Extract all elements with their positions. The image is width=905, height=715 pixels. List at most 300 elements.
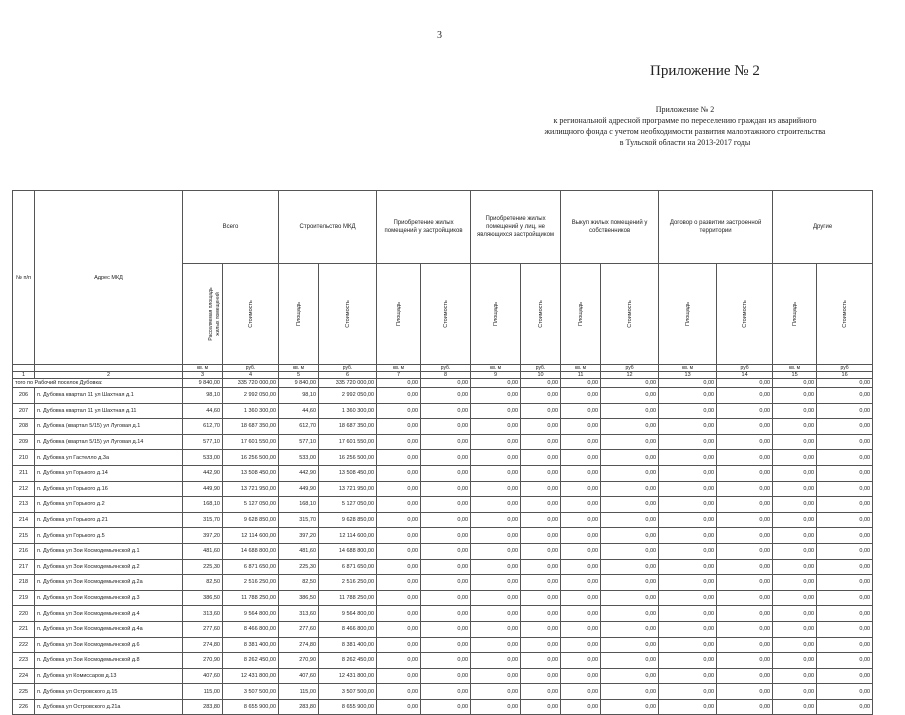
row-number: 221 xyxy=(13,621,35,637)
row-value: 0,00 xyxy=(659,419,717,435)
row-value: 0,00 xyxy=(561,699,601,715)
row-value: 386,50 xyxy=(183,590,223,606)
sub-header: Стоимость xyxy=(817,264,873,365)
row-value: 0,00 xyxy=(561,497,601,513)
group-header: Другие xyxy=(773,191,873,264)
row-address: п. Дубовка ул Комиссаров д.13 xyxy=(35,668,183,684)
unit-cell xyxy=(35,365,183,372)
row-value: 0,00 xyxy=(601,528,659,544)
row-value: 0,00 xyxy=(521,699,561,715)
table-row xyxy=(13,575,873,591)
row-value: 0,00 xyxy=(421,512,471,528)
row-number: 209 xyxy=(13,434,35,450)
row-value: 0,00 xyxy=(421,481,471,497)
row-value: 0,00 xyxy=(561,512,601,528)
row-value: 0,00 xyxy=(773,465,817,481)
row-value: 0,00 xyxy=(817,621,873,637)
row-value: 0,00 xyxy=(561,590,601,606)
row-value: 0,00 xyxy=(471,668,521,684)
row-address: п. Дубовка ул Зои Космодемьянской д.4 xyxy=(35,606,183,622)
row-value: 277,60 xyxy=(279,621,319,637)
index-cell: 11 xyxy=(561,372,601,379)
row-value: 0,00 xyxy=(377,434,421,450)
row-value: 0,00 xyxy=(773,481,817,497)
row-number: 226 xyxy=(13,699,35,715)
row-value: 0,00 xyxy=(601,590,659,606)
group-header: Приобретение жилых помещений у застройщиков xyxy=(377,191,471,264)
row-value: 8 466 800,00 xyxy=(223,621,279,637)
row-value: 0,00 xyxy=(471,403,521,419)
row-number: 218 xyxy=(13,575,35,591)
row-value: 315,70 xyxy=(279,512,319,528)
units-row xyxy=(13,365,873,372)
row-value: 0,00 xyxy=(521,606,561,622)
row-number: 215 xyxy=(13,528,35,544)
row-value: 3 507 500,00 xyxy=(223,684,279,700)
row-value: 0,00 xyxy=(377,388,421,404)
row-number: 224 xyxy=(13,668,35,684)
row-value: 13 721 950,00 xyxy=(319,481,377,497)
row-value: 6 871 650,00 xyxy=(319,559,377,575)
row-value: 0,00 xyxy=(659,481,717,497)
row-value: 0,00 xyxy=(377,606,421,622)
row-value: 0,00 xyxy=(817,512,873,528)
row-value: 0,00 xyxy=(601,481,659,497)
row-value: 0,00 xyxy=(773,512,817,528)
index-cell: 1 xyxy=(13,372,35,379)
row-value: 0,00 xyxy=(421,388,471,404)
row-value: 0,00 xyxy=(377,543,421,559)
row-value: 0,00 xyxy=(717,559,773,575)
unit-cell: кв. м xyxy=(377,365,421,372)
row-value: 0,00 xyxy=(421,653,471,669)
row-value: 0,00 xyxy=(561,575,601,591)
row-value: 82,50 xyxy=(183,575,223,591)
row-value: 0,00 xyxy=(377,559,421,575)
row-value: 0,00 xyxy=(659,699,717,715)
row-value: 0,00 xyxy=(601,653,659,669)
row-value: 0,00 xyxy=(773,497,817,513)
row-value: 0,00 xyxy=(421,575,471,591)
row-value: 3 507 500,00 xyxy=(319,684,377,700)
row-value: 0,00 xyxy=(561,653,601,669)
row-value: 0,00 xyxy=(471,512,521,528)
row-value: 0,00 xyxy=(421,559,471,575)
row-value: 0,00 xyxy=(521,543,561,559)
group-header: Договор о развитии застроенной территории xyxy=(659,191,773,264)
row-value: 0,00 xyxy=(817,497,873,513)
row-value: 0,00 xyxy=(521,450,561,466)
row-value: 115,00 xyxy=(183,684,223,700)
row-value: 0,00 xyxy=(471,528,521,544)
row-value: 11 788 250,00 xyxy=(319,590,377,606)
index-cell: 15 xyxy=(773,372,817,379)
row-value: 12 431 800,00 xyxy=(223,668,279,684)
total-cell: 0,00 xyxy=(773,379,817,388)
row-value: 0,00 xyxy=(659,653,717,669)
row-value: 0,00 xyxy=(817,419,873,435)
row-value: 0,00 xyxy=(659,543,717,559)
row-value: 0,00 xyxy=(659,497,717,513)
row-value: 0,00 xyxy=(377,497,421,513)
row-value: 0,00 xyxy=(421,621,471,637)
unit-cell xyxy=(13,365,35,372)
row-value: 0,00 xyxy=(817,528,873,544)
row-value: 481,60 xyxy=(183,543,223,559)
index-cell: 16 xyxy=(817,372,873,379)
row-value: 225,30 xyxy=(279,559,319,575)
row-value: 0,00 xyxy=(817,668,873,684)
row-value: 0,00 xyxy=(471,653,521,669)
row-value: 0,00 xyxy=(521,621,561,637)
row-value: 44,60 xyxy=(279,403,319,419)
table-row xyxy=(13,528,873,544)
sub-header: Стоимость xyxy=(319,264,377,365)
row-value: 0,00 xyxy=(817,434,873,450)
row-value: 0,00 xyxy=(377,403,421,419)
row-value: 0,00 xyxy=(717,684,773,700)
row-value: 0,00 xyxy=(717,497,773,513)
unit-cell: руб. xyxy=(319,365,377,372)
row-value: 0,00 xyxy=(659,512,717,528)
row-value: 0,00 xyxy=(817,653,873,669)
row-value: 0,00 xyxy=(717,621,773,637)
unit-cell: кв. м xyxy=(773,365,817,372)
total-row xyxy=(13,379,873,388)
unit-cell: руб xyxy=(717,365,773,372)
group-header: Приобретение жилых помещений у лиц, не являющихся застройщиком xyxy=(471,191,561,264)
total-cell: 0,00 xyxy=(471,379,521,388)
subtitle-line: к региональной адресной программе по переселению граждан из аварийного xyxy=(553,116,817,125)
row-value: 0,00 xyxy=(521,684,561,700)
row-value: 283,80 xyxy=(279,699,319,715)
row-value: 0,00 xyxy=(377,621,421,637)
row-value: 0,00 xyxy=(817,575,873,591)
row-value: 0,00 xyxy=(717,575,773,591)
row-value: 481,60 xyxy=(279,543,319,559)
table-row xyxy=(13,653,873,669)
row-value: 274,80 xyxy=(183,637,223,653)
index-cell: 4 xyxy=(223,372,279,379)
row-value: 0,00 xyxy=(773,419,817,435)
row-value: 0,00 xyxy=(377,450,421,466)
group-header: Строительство МКД xyxy=(279,191,377,264)
row-address: п. Дубовка ул Гастелло д.3а xyxy=(35,450,183,466)
index-cell: 10 xyxy=(521,372,561,379)
row-value: 0,00 xyxy=(659,637,717,653)
row-value: 0,00 xyxy=(421,419,471,435)
row-value: 0,00 xyxy=(377,637,421,653)
row-number: 223 xyxy=(13,653,35,669)
row-value: 0,00 xyxy=(421,497,471,513)
row-address: п. Дубовка ул Горького д.16 xyxy=(35,481,183,497)
row-number: 214 xyxy=(13,512,35,528)
subtitle-line: Приложение № 2 xyxy=(655,105,715,114)
row-value: 277,60 xyxy=(183,621,223,637)
total-cell: 335 720 000,00 xyxy=(223,379,279,388)
table-row xyxy=(13,668,873,684)
row-address: п. Дубовка ул Зои Космодемьянской д.6 xyxy=(35,637,183,653)
row-value: 0,00 xyxy=(601,450,659,466)
row-value: 0,00 xyxy=(817,699,873,715)
row-value: 0,00 xyxy=(717,653,773,669)
table-row xyxy=(13,543,873,559)
row-value: 0,00 xyxy=(601,403,659,419)
row-value: 0,00 xyxy=(601,621,659,637)
row-value: 449,90 xyxy=(183,481,223,497)
index-cell: 9 xyxy=(471,372,521,379)
total-cell: 9 840,00 xyxy=(279,379,319,388)
row-value: 0,00 xyxy=(817,637,873,653)
resettlement-table xyxy=(12,190,873,715)
row-value: 0,00 xyxy=(717,465,773,481)
row-value: 16 256 500,00 xyxy=(319,450,377,466)
unit-cell: кв. м xyxy=(471,365,521,372)
index-cell: 8 xyxy=(421,372,471,379)
row-value: 0,00 xyxy=(561,450,601,466)
row-value: 0,00 xyxy=(421,606,471,622)
row-value: 225,30 xyxy=(183,559,223,575)
row-value: 8 262 450,00 xyxy=(319,653,377,669)
row-address: п. Дубовка ул Островского д.15 xyxy=(35,684,183,700)
unit-cell: руб. xyxy=(223,365,279,372)
row-value: 0,00 xyxy=(521,653,561,669)
table-row xyxy=(13,481,873,497)
col-address-header: Адрес МКД xyxy=(35,191,183,365)
row-value: 449,90 xyxy=(279,481,319,497)
row-value: 168,10 xyxy=(279,497,319,513)
row-value: 0,00 xyxy=(471,637,521,653)
row-value: 0,00 xyxy=(377,653,421,669)
row-value: 0,00 xyxy=(659,621,717,637)
row-value: 0,00 xyxy=(659,434,717,450)
row-value: 0,00 xyxy=(601,606,659,622)
total-cell: 0,00 xyxy=(717,379,773,388)
sub-header: Площадь xyxy=(561,264,601,365)
row-address: п. Дубовка ул Островского д.21а xyxy=(35,699,183,715)
appendix-subtitle xyxy=(505,104,865,148)
sub-header: Стоимость xyxy=(601,264,659,365)
row-address: п. Дубовка ул Горького д.2 xyxy=(35,497,183,513)
row-value: 0,00 xyxy=(471,450,521,466)
row-value: 0,00 xyxy=(521,388,561,404)
row-address: п. Дубовка (квартал 5/15) ул Луговая д.1 xyxy=(35,419,183,435)
row-value: 0,00 xyxy=(601,419,659,435)
row-value: 0,00 xyxy=(773,403,817,419)
row-value: 0,00 xyxy=(717,668,773,684)
row-value: 0,00 xyxy=(773,388,817,404)
subtitle-line: жилищного фонда с учетом необходимости развития малоэтажного строительства xyxy=(544,127,826,136)
row-value: 0,00 xyxy=(561,419,601,435)
row-value: 2 992 050,00 xyxy=(223,388,279,404)
row-value: 1 360 300,00 xyxy=(319,403,377,419)
row-value: 0,00 xyxy=(561,434,601,450)
appendix-title: Приложение № 2 xyxy=(650,63,760,79)
row-value: 0,00 xyxy=(521,668,561,684)
row-value: 16 256 500,00 xyxy=(223,450,279,466)
row-value: 0,00 xyxy=(601,497,659,513)
row-address: п. Дубовка ул Зои Космодемьянской д.1 xyxy=(35,543,183,559)
row-number: 213 xyxy=(13,497,35,513)
table-row xyxy=(13,434,873,450)
row-value: 0,00 xyxy=(377,575,421,591)
total-cell: 0,00 xyxy=(421,379,471,388)
row-value: 0,00 xyxy=(659,388,717,404)
row-value: 168,10 xyxy=(183,497,223,513)
row-value: 14 688 800,00 xyxy=(319,543,377,559)
row-number: 217 xyxy=(13,559,35,575)
table-row xyxy=(13,388,873,404)
row-value: 315,70 xyxy=(183,512,223,528)
row-value: 407,60 xyxy=(279,668,319,684)
row-value: 0,00 xyxy=(421,450,471,466)
row-value: 0,00 xyxy=(817,481,873,497)
table-row xyxy=(13,512,873,528)
row-address: п. Дубовка ул Зои Космодемьянской д.2а xyxy=(35,575,183,591)
row-value: 442,90 xyxy=(279,465,319,481)
row-value: 98,10 xyxy=(183,388,223,404)
sub-header: Стоимость xyxy=(521,264,561,365)
row-address: п. Дубовка квартал 11 ул Шахтная д.11 xyxy=(35,403,183,419)
row-value: 397,20 xyxy=(183,528,223,544)
table-row xyxy=(13,684,873,700)
row-value: 0,00 xyxy=(521,528,561,544)
row-value: 0,00 xyxy=(601,512,659,528)
row-value: 17 601 550,00 xyxy=(319,434,377,450)
row-value: 0,00 xyxy=(421,637,471,653)
row-value: 0,00 xyxy=(717,606,773,622)
row-value: 0,00 xyxy=(561,388,601,404)
row-number: 225 xyxy=(13,684,35,700)
unit-cell: кв. м xyxy=(183,365,223,372)
row-value: 533,00 xyxy=(183,450,223,466)
row-value: 18 687 350,00 xyxy=(319,419,377,435)
table-row xyxy=(13,590,873,606)
row-address: п. Дубовка квартал 11 ул Шахтная д.1 xyxy=(35,388,183,404)
table-row xyxy=(13,621,873,637)
row-value: 0,00 xyxy=(377,590,421,606)
row-number: 219 xyxy=(13,590,35,606)
row-value: 0,00 xyxy=(521,590,561,606)
group-header: Выкуп жилых помещений у собственников xyxy=(561,191,659,264)
row-value: 0,00 xyxy=(421,403,471,419)
row-value: 0,00 xyxy=(377,528,421,544)
row-value: 0,00 xyxy=(561,403,601,419)
row-value: 0,00 xyxy=(817,606,873,622)
row-value: 0,00 xyxy=(817,388,873,404)
total-cell: 335 720 000,00 xyxy=(319,379,377,388)
row-value: 0,00 xyxy=(471,543,521,559)
row-value: 82,50 xyxy=(279,575,319,591)
row-value: 0,00 xyxy=(561,481,601,497)
row-value: 5 127 050,00 xyxy=(223,497,279,513)
row-value: 12 114 600,00 xyxy=(319,528,377,544)
row-value: 0,00 xyxy=(521,434,561,450)
row-value: 0,00 xyxy=(421,668,471,684)
row-value: 18 687 350,00 xyxy=(223,419,279,435)
sub-header: Площадь xyxy=(279,264,319,365)
row-address: п. Дубовка ул Горького д.14 xyxy=(35,465,183,481)
row-address: п. Дубовка ул Зои Космодемьянской д.4а xyxy=(35,621,183,637)
row-value: 612,70 xyxy=(183,419,223,435)
row-value: 0,00 xyxy=(773,606,817,622)
row-value: 0,00 xyxy=(421,528,471,544)
row-value: 313,60 xyxy=(183,606,223,622)
row-value: 0,00 xyxy=(561,684,601,700)
row-value: 0,00 xyxy=(601,465,659,481)
row-value: 0,00 xyxy=(521,465,561,481)
row-value: 612,70 xyxy=(279,419,319,435)
row-value: 0,00 xyxy=(601,434,659,450)
unit-cell: руб. xyxy=(421,365,471,372)
unit-cell: кв. м xyxy=(561,365,601,372)
row-value: 0,00 xyxy=(717,450,773,466)
row-address: п. Дубовка ул Горького д.5 xyxy=(35,528,183,544)
group-header: Всего xyxy=(183,191,279,264)
index-cell: 6 xyxy=(319,372,377,379)
table-row xyxy=(13,465,873,481)
row-value: 0,00 xyxy=(773,575,817,591)
row-value: 407,60 xyxy=(183,668,223,684)
sub-header: Стоимость xyxy=(223,264,279,365)
row-value: 12 431 800,00 xyxy=(319,668,377,684)
row-value: 0,00 xyxy=(471,497,521,513)
row-value: 0,00 xyxy=(471,388,521,404)
row-value: 0,00 xyxy=(561,543,601,559)
row-value: 0,00 xyxy=(377,512,421,528)
sub-header: Стоимость xyxy=(717,264,773,365)
row-value: 0,00 xyxy=(659,528,717,544)
row-value: 386,50 xyxy=(279,590,319,606)
row-value: 0,00 xyxy=(561,621,601,637)
table-row xyxy=(13,419,873,435)
row-value: 8 655 900,00 xyxy=(223,699,279,715)
row-value: 0,00 xyxy=(377,668,421,684)
row-value: 5 127 050,00 xyxy=(319,497,377,513)
row-value: 0,00 xyxy=(817,559,873,575)
table-row xyxy=(13,497,873,513)
index-cell: 5 xyxy=(279,372,319,379)
unit-cell: руб. xyxy=(521,365,561,372)
row-value: 8 381 400,00 xyxy=(223,637,279,653)
row-value: 0,00 xyxy=(471,699,521,715)
row-number: 208 xyxy=(13,419,35,435)
row-value: 0,00 xyxy=(601,637,659,653)
row-value: 0,00 xyxy=(659,559,717,575)
row-value: 0,00 xyxy=(601,575,659,591)
row-value: 11 788 250,00 xyxy=(223,590,279,606)
row-value: 0,00 xyxy=(471,590,521,606)
row-value: 0,00 xyxy=(521,637,561,653)
row-value: 0,00 xyxy=(377,684,421,700)
total-cell: 0,00 xyxy=(601,379,659,388)
unit-cell: кв. м xyxy=(659,365,717,372)
total-cell: 9 840,00 xyxy=(183,379,223,388)
row-number: 220 xyxy=(13,606,35,622)
row-value: 442,90 xyxy=(183,465,223,481)
sub-header: Расселяемая площадь жилых помещений xyxy=(183,264,223,365)
row-value: 0,00 xyxy=(521,559,561,575)
row-value: 270,90 xyxy=(183,653,223,669)
sub-header: Площадь xyxy=(659,264,717,365)
index-cell: 14 xyxy=(717,372,773,379)
subtitle-line: в Тульской области на 2013-2017 годы xyxy=(619,138,751,147)
row-value: 0,00 xyxy=(817,684,873,700)
row-value: 0,00 xyxy=(561,668,601,684)
row-value: 0,00 xyxy=(717,388,773,404)
row-value: 0,00 xyxy=(421,699,471,715)
row-value: 13 508 450,00 xyxy=(223,465,279,481)
